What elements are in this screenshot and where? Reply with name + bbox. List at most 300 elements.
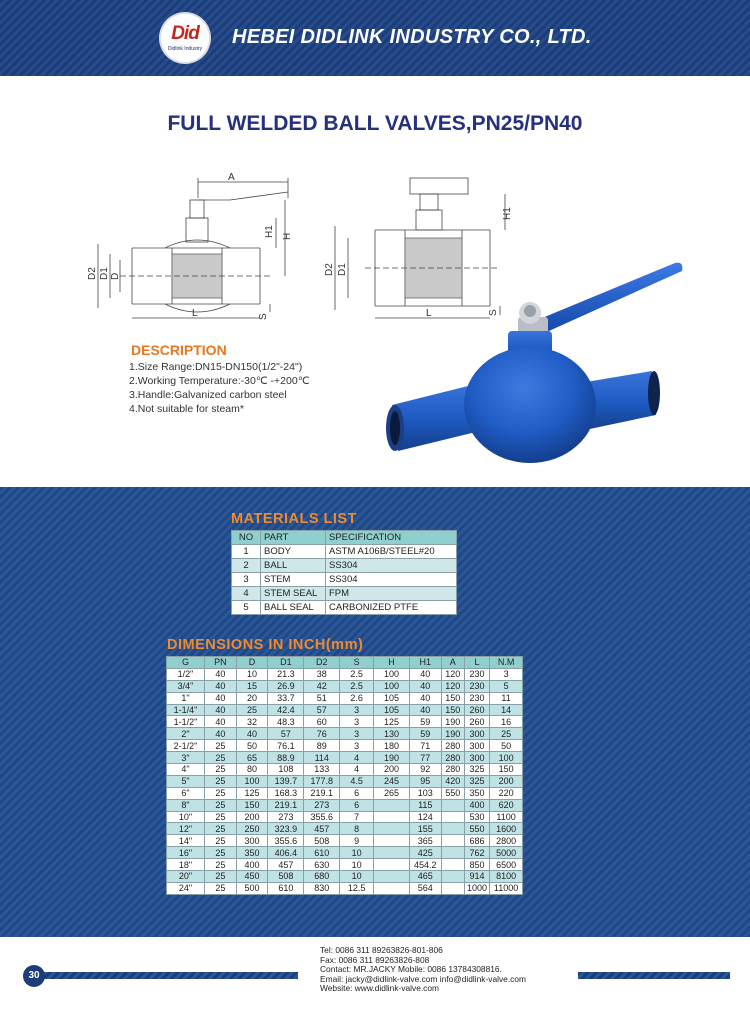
- table-cell: 4: [232, 587, 261, 601]
- table-row: [232, 559, 457, 573]
- table-cell: 1600: [490, 823, 523, 835]
- table-cell: 92: [409, 764, 441, 776]
- table-cell: BALL: [261, 559, 326, 573]
- table-cell: 280: [441, 740, 464, 752]
- footer-bar-right: [578, 972, 730, 979]
- table-cell: 190: [374, 752, 410, 764]
- contact-email: Email: jacky@didlink-valve.com info@didlink-valve.com: [320, 973, 526, 984]
- table-row: [167, 680, 523, 692]
- table-cell: 59: [409, 716, 441, 728]
- table-cell: 40: [409, 680, 441, 692]
- header-cell: G: [167, 657, 205, 669]
- table-cell: SS304: [326, 559, 457, 573]
- table-cell: 25: [205, 871, 237, 883]
- table-cell: BODY: [261, 545, 326, 559]
- table-cell: 680: [304, 871, 340, 883]
- table-cell: 300: [464, 740, 489, 752]
- table-cell: 8": [167, 799, 205, 811]
- table-cell: 530: [464, 811, 489, 823]
- table-cell: 300: [236, 835, 268, 847]
- table-cell: [374, 882, 410, 894]
- table-cell: 3: [232, 573, 261, 587]
- table-cell: 168.3: [268, 787, 304, 799]
- drawing-label-d: D: [110, 272, 121, 280]
- drawing-label-l: L: [192, 308, 198, 319]
- table-cell: 108: [268, 764, 304, 776]
- table-row: [167, 823, 523, 835]
- table-cell: 6: [340, 787, 374, 799]
- table-cell: 300: [464, 728, 489, 740]
- table-cell: 200: [236, 811, 268, 823]
- table-cell: CARBONIZED PTFE: [326, 601, 457, 615]
- table-cell: 11000: [490, 882, 523, 894]
- drawing-label-s-front: S: [488, 309, 499, 316]
- materials-table: [231, 530, 457, 615]
- table-cell: 32: [236, 716, 268, 728]
- table-cell: 177.8: [304, 775, 340, 787]
- table-cell: 100: [374, 680, 410, 692]
- table-cell: 114: [304, 752, 340, 764]
- table-cell: [441, 847, 464, 859]
- table-cell: 850: [464, 859, 489, 871]
- table-cell: 105: [374, 704, 410, 716]
- table-row: [167, 752, 523, 764]
- contact-fax: Fax: 0086 311 89263826-808: [320, 954, 430, 965]
- table-row: [232, 545, 457, 559]
- table-cell: 3: [340, 728, 374, 740]
- table-cell: 18": [167, 859, 205, 871]
- description-item: 3.Handle:Galvanized carbon steel: [129, 389, 287, 401]
- table-cell: 11: [490, 692, 523, 704]
- table-cell: 550: [441, 787, 464, 799]
- table-cell: ASTM A106B/STEEL#20: [326, 545, 457, 559]
- table-cell: 7: [340, 811, 374, 823]
- table-cell: 265: [374, 787, 410, 799]
- table-cell: 200: [490, 775, 523, 787]
- table-cell: 5: [232, 601, 261, 615]
- table-cell: 76.1: [268, 740, 304, 752]
- table-cell: 355.6: [304, 811, 340, 823]
- header-cell: D: [236, 657, 268, 669]
- table-cell: 457: [268, 859, 304, 871]
- header-cell: L: [464, 657, 489, 669]
- table-cell: 5000: [490, 847, 523, 859]
- table-cell: [374, 847, 410, 859]
- logo-subtitle: Didlink Industry: [167, 46, 203, 52]
- table-cell: 40: [205, 668, 237, 680]
- description-heading: DESCRIPTION: [131, 342, 227, 358]
- table-cell: 550: [464, 823, 489, 835]
- table-row: [167, 692, 523, 704]
- table-cell: 450: [236, 871, 268, 883]
- table-cell: 57: [268, 728, 304, 740]
- header-cell: H1: [409, 657, 441, 669]
- table-cell: 155: [409, 823, 441, 835]
- table-cell: 40: [409, 668, 441, 680]
- table-cell: 200: [374, 764, 410, 776]
- table-cell: 89: [304, 740, 340, 752]
- table-cell: 3: [340, 740, 374, 752]
- table-cell: 25: [205, 823, 237, 835]
- drawing-label-d2: D2: [87, 267, 98, 280]
- table-cell: 105: [374, 692, 410, 704]
- table-row: [167, 847, 523, 859]
- header-cell: NO: [232, 531, 261, 545]
- table-cell: 762: [464, 847, 489, 859]
- contact-person: Contact: MR.JACKY Mobile: 0086 13784308816.: [320, 964, 502, 975]
- table-cell: [441, 882, 464, 894]
- table-cell: 230: [464, 680, 489, 692]
- table-cell: [374, 835, 410, 847]
- table-cell: 10": [167, 811, 205, 823]
- table-row: [167, 871, 523, 883]
- table-cell: 8: [340, 823, 374, 835]
- table-cell: 42: [304, 680, 340, 692]
- table-cell: FPM: [326, 587, 457, 601]
- table-cell: 40: [205, 704, 237, 716]
- table-cell: 20: [236, 692, 268, 704]
- table-cell: 25: [205, 752, 237, 764]
- table-row: [167, 775, 523, 787]
- table-cell: 51: [304, 692, 340, 704]
- table-cell: 120: [441, 680, 464, 692]
- contact-website: Website: www.didlink-valve.com: [320, 983, 439, 994]
- table-row: [167, 728, 523, 740]
- table-cell: 686: [464, 835, 489, 847]
- table-cell: 3: [340, 716, 374, 728]
- table-cell: 260: [464, 716, 489, 728]
- table-cell: 400: [236, 859, 268, 871]
- description-list: [129, 360, 310, 416]
- table-cell: 1-1/2": [167, 716, 205, 728]
- table-cell: 150: [236, 799, 268, 811]
- table-cell: 465: [409, 871, 441, 883]
- table-cell: 57: [304, 704, 340, 716]
- table-cell: 508: [268, 871, 304, 883]
- table-cell: 95: [409, 775, 441, 787]
- table-cell: 125: [236, 787, 268, 799]
- description-item: 4.Not suitable for steam*: [129, 403, 244, 415]
- drawing-label-d1-front: D1: [337, 263, 348, 276]
- table-row: [232, 573, 457, 587]
- table-cell: 6: [340, 799, 374, 811]
- drawing-label-h1: H1: [264, 225, 275, 238]
- table-cell: 250: [236, 823, 268, 835]
- page-title: FULL WELDED BALL VALVES,PN25/PN40: [167, 112, 583, 135]
- ball-valve-photo: [380, 255, 690, 470]
- drawing-label-h1-front: H1: [502, 207, 513, 220]
- table-cell: 4": [167, 764, 205, 776]
- table-row: [167, 835, 523, 847]
- table-cell: 25: [205, 882, 237, 894]
- table-row: [167, 799, 523, 811]
- table-header-row: [167, 657, 523, 669]
- drawing-label-s: S: [258, 313, 269, 320]
- header-cell: A: [441, 657, 464, 669]
- table-row: [167, 764, 523, 776]
- table-cell: 564: [409, 882, 441, 894]
- table-cell: 40: [236, 728, 268, 740]
- table-cell: [374, 871, 410, 883]
- table-cell: 100: [236, 775, 268, 787]
- table-header-row: [232, 531, 457, 545]
- drawing-label-d2-front: D2: [324, 263, 335, 276]
- table-cell: 25: [205, 799, 237, 811]
- table-cell: 50: [236, 740, 268, 752]
- table-cell: 25: [205, 811, 237, 823]
- table-cell: 25: [205, 859, 237, 871]
- table-cell: 2.5: [340, 680, 374, 692]
- table-cell: [441, 799, 464, 811]
- table-cell: 630: [304, 859, 340, 871]
- header-cell: PART: [261, 531, 326, 545]
- table-cell: 120: [441, 668, 464, 680]
- table-cell: [374, 799, 410, 811]
- table-cell: 4: [340, 764, 374, 776]
- contact-info: [320, 946, 526, 994]
- page-number: 30: [23, 965, 45, 987]
- table-row: [167, 787, 523, 799]
- table-cell: 100: [490, 752, 523, 764]
- footer-bar-left: [40, 972, 298, 979]
- table-cell: 130: [374, 728, 410, 740]
- table-cell: 2.5: [340, 668, 374, 680]
- table-cell: 21.3: [268, 668, 304, 680]
- table-cell: 40: [205, 692, 237, 704]
- table-cell: 20": [167, 871, 205, 883]
- table-cell: 8100: [490, 871, 523, 883]
- table-cell: 2.6: [340, 692, 374, 704]
- drawing-label-a: A: [228, 172, 235, 183]
- table-cell: 457: [304, 823, 340, 835]
- table-row: [167, 716, 523, 728]
- header-cell: N.M: [490, 657, 523, 669]
- drawing-label-l-front: L: [426, 308, 432, 319]
- table-row: [167, 882, 523, 894]
- table-cell: 300: [464, 752, 489, 764]
- table-cell: 25: [205, 835, 237, 847]
- table-cell: 400: [464, 799, 489, 811]
- table-cell: 190: [441, 716, 464, 728]
- table-cell: [441, 811, 464, 823]
- description-item: 1.Size Range:DN15-DN150(1/2"-24"): [129, 361, 303, 373]
- table-cell: 325: [464, 775, 489, 787]
- table-row: [232, 601, 457, 615]
- table-cell: 180: [374, 740, 410, 752]
- table-cell: 425: [409, 847, 441, 859]
- table-cell: 230: [464, 668, 489, 680]
- table-cell: 25: [205, 764, 237, 776]
- table-cell: 5: [490, 680, 523, 692]
- table-cell: 610: [268, 882, 304, 894]
- table-cell: 24": [167, 882, 205, 894]
- header-cell: D1: [268, 657, 304, 669]
- table-cell: 6500: [490, 859, 523, 871]
- table-cell: 219.1: [268, 799, 304, 811]
- table-cell: 914: [464, 871, 489, 883]
- table-cell: 2: [232, 559, 261, 573]
- table-cell: 14: [490, 704, 523, 716]
- dimensions-heading: DIMENSIONS IN INCH(mm): [167, 637, 364, 653]
- table-cell: 40: [205, 716, 237, 728]
- table-cell: 620: [490, 799, 523, 811]
- table-cell: 830: [304, 882, 340, 894]
- table-cell: 1000: [464, 882, 489, 894]
- table-cell: 190: [441, 728, 464, 740]
- table-cell: 3": [167, 752, 205, 764]
- table-cell: 103: [409, 787, 441, 799]
- table-cell: 10: [340, 859, 374, 871]
- table-cell: 26.9: [268, 680, 304, 692]
- table-cell: 3: [340, 704, 374, 716]
- table-cell: SS304: [326, 573, 457, 587]
- table-cell: 6": [167, 787, 205, 799]
- table-cell: 150: [490, 764, 523, 776]
- side-view-drawing: [98, 178, 288, 318]
- table-cell: 508: [304, 835, 340, 847]
- table-cell: 48.3: [268, 716, 304, 728]
- table-cell: 350: [464, 787, 489, 799]
- table-cell: 40: [205, 680, 237, 692]
- table-row: [232, 587, 457, 601]
- table-cell: 1/2": [167, 668, 205, 680]
- table-cell: 1100: [490, 811, 523, 823]
- table-cell: 25: [490, 728, 523, 740]
- table-cell: 280: [441, 764, 464, 776]
- table-cell: 2800: [490, 835, 523, 847]
- table-cell: 500: [236, 882, 268, 894]
- table-cell: 219.1: [304, 787, 340, 799]
- table-cell: 280: [441, 752, 464, 764]
- table-cell: STEM: [261, 573, 326, 587]
- table-cell: 76: [304, 728, 340, 740]
- table-cell: 14": [167, 835, 205, 847]
- table-row: [167, 668, 523, 680]
- table-cell: 4: [340, 752, 374, 764]
- table-row: [167, 704, 523, 716]
- company-name: HEBEI DIDLINK INDUSTRY CO., LTD.: [232, 26, 592, 48]
- table-cell: 2-1/2": [167, 740, 205, 752]
- table-cell: [441, 823, 464, 835]
- table-cell: 100: [374, 668, 410, 680]
- table-cell: 139.7: [268, 775, 304, 787]
- table-cell: 350: [236, 847, 268, 859]
- table-cell: 42.4: [268, 704, 304, 716]
- table-cell: 15: [236, 680, 268, 692]
- table-cell: 3/4": [167, 680, 205, 692]
- table-cell: 40: [409, 704, 441, 716]
- contact-tel: Tel: 0086 311 89263826-801-806: [320, 945, 443, 955]
- table-cell: 40: [409, 692, 441, 704]
- company-logo: [161, 14, 209, 62]
- table-cell: 2": [167, 728, 205, 740]
- table-cell: 1: [232, 545, 261, 559]
- table-cell: 124: [409, 811, 441, 823]
- table-cell: 323.9: [268, 823, 304, 835]
- header-cell: D2: [304, 657, 340, 669]
- table-cell: 610: [304, 847, 340, 859]
- table-cell: 38: [304, 668, 340, 680]
- table-cell: 1": [167, 692, 205, 704]
- table-cell: 1-1/4": [167, 704, 205, 716]
- table-cell: 77: [409, 752, 441, 764]
- table-cell: [441, 835, 464, 847]
- table-cell: 220: [490, 787, 523, 799]
- table-row: [167, 811, 523, 823]
- logo-mark: Did: [171, 23, 199, 44]
- drawing-label-d1: D1: [99, 267, 110, 280]
- table-cell: 40: [205, 728, 237, 740]
- table-cell: 33.7: [268, 692, 304, 704]
- table-cell: 245: [374, 775, 410, 787]
- table-row: [167, 859, 523, 871]
- table-cell: 25: [205, 787, 237, 799]
- table-cell: [441, 871, 464, 883]
- table-cell: 133: [304, 764, 340, 776]
- table-cell: 10: [340, 871, 374, 883]
- table-cell: [374, 823, 410, 835]
- table-cell: 25: [205, 740, 237, 752]
- header-cell: PN: [205, 657, 237, 669]
- table-cell: 150: [441, 692, 464, 704]
- table-cell: STEM SEAL: [261, 587, 326, 601]
- table-cell: 60: [304, 716, 340, 728]
- description-item: 2.Working Temperature:-30℃ -+200℃: [129, 375, 310, 387]
- table-cell: 115: [409, 799, 441, 811]
- table-cell: 59: [409, 728, 441, 740]
- materials-heading: MATERIALS LIST: [231, 511, 357, 527]
- table-cell: 406.4: [268, 847, 304, 859]
- table-cell: 16: [490, 716, 523, 728]
- table-cell: 9: [340, 835, 374, 847]
- table-cell: 125: [374, 716, 410, 728]
- table-cell: [441, 859, 464, 871]
- table-cell: 4.5: [340, 775, 374, 787]
- table-cell: 10: [340, 847, 374, 859]
- table-cell: 150: [441, 704, 464, 716]
- table-cell: 71: [409, 740, 441, 752]
- table-cell: 5": [167, 775, 205, 787]
- header-banner: [0, 0, 750, 76]
- header-cell: H: [374, 657, 410, 669]
- dimensions-table: [166, 656, 523, 895]
- table-cell: 260: [464, 704, 489, 716]
- table-cell: 3: [490, 668, 523, 680]
- table-cell: 25: [205, 847, 237, 859]
- table-cell: 273: [304, 799, 340, 811]
- header-cell: SPECIFICATION: [326, 531, 457, 545]
- table-cell: 10: [236, 668, 268, 680]
- table-cell: [374, 811, 410, 823]
- table-cell: 273: [268, 811, 304, 823]
- table-cell: 355.6: [268, 835, 304, 847]
- table-cell: 50: [490, 740, 523, 752]
- header-cell: S: [340, 657, 374, 669]
- table-cell: 454.2: [409, 859, 441, 871]
- table-cell: [374, 859, 410, 871]
- table-cell: 25: [236, 704, 268, 716]
- table-cell: 420: [441, 775, 464, 787]
- table-cell: 16": [167, 847, 205, 859]
- table-cell: 325: [464, 764, 489, 776]
- table-cell: 12.5: [340, 882, 374, 894]
- table-cell: 230: [464, 692, 489, 704]
- table-cell: 25: [205, 775, 237, 787]
- table-cell: 12": [167, 823, 205, 835]
- table-row: [167, 740, 523, 752]
- drawing-label-h: H: [282, 232, 293, 240]
- table-cell: 65: [236, 752, 268, 764]
